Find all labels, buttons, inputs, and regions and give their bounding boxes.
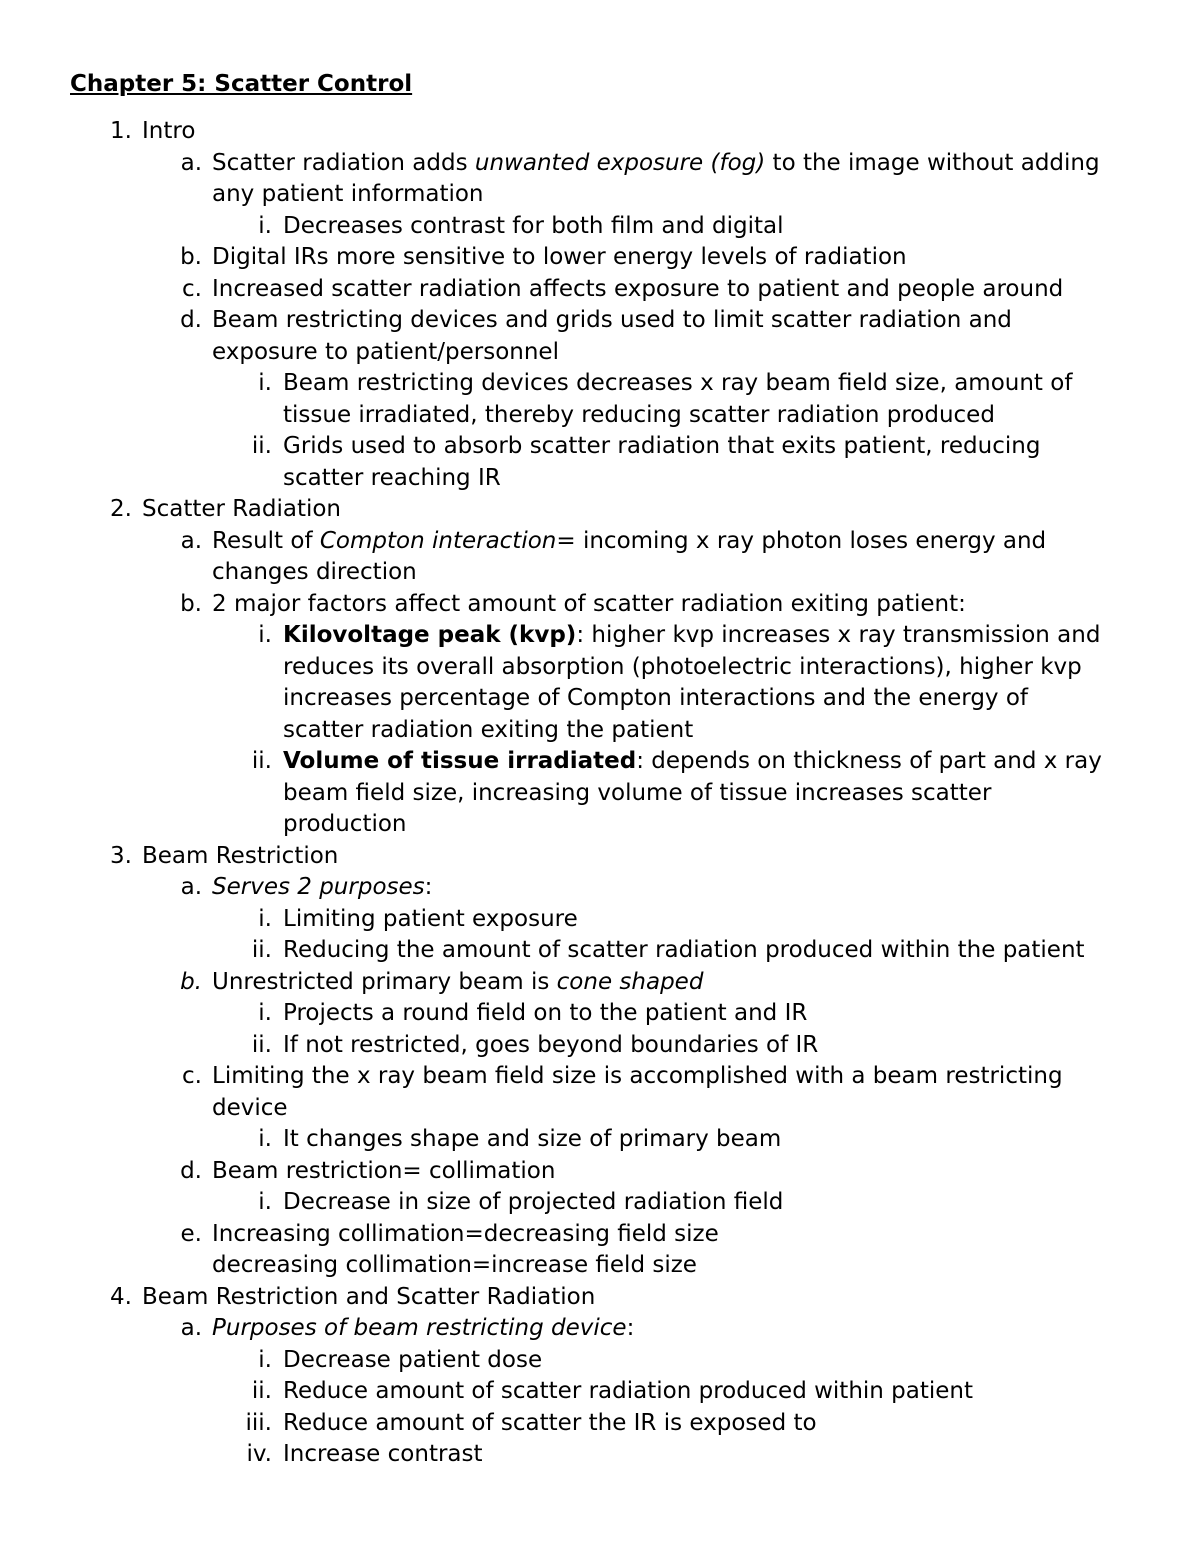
item-text-line: Scatter radiation adds unwanted exposure (fog) to the image without adding bbox=[212, 149, 1100, 176]
subitem-marker: iii. bbox=[245, 1409, 272, 1436]
subitem-text: If not restricted, goes beyond boundaries of IR bbox=[283, 1031, 819, 1058]
item-marker: a. bbox=[180, 874, 202, 900]
section-number: 4. bbox=[110, 1283, 132, 1310]
subitem-text-line: increases percentage of Compton interactions and the energy of bbox=[283, 685, 1029, 711]
item-text-line: changes direction bbox=[212, 559, 417, 585]
list-item bbox=[0, 1156, 1200, 1188]
subitem-text: Reducing the amount of scatter radiation produced within the patient bbox=[283, 937, 1085, 963]
list-subitem bbox=[0, 998, 1200, 1030]
subitem-marker: i. bbox=[258, 1126, 272, 1152]
list-subitem bbox=[0, 368, 1200, 431]
section-heading: Intro bbox=[142, 118, 196, 144]
item-text: Purposes of beam restricting device: bbox=[212, 1315, 635, 1341]
subitem-text-line: scatter reaching IR bbox=[283, 464, 501, 491]
list-subitem bbox=[0, 431, 1200, 494]
item-text: Unrestricted primary beam is cone shaped bbox=[212, 968, 704, 995]
list-item bbox=[0, 274, 1200, 306]
item-marker: a. bbox=[180, 1315, 202, 1341]
item-marker: d. bbox=[180, 307, 202, 333]
italic-phrase: Purposes of beam restricting device bbox=[212, 1315, 627, 1341]
item-marker: a. bbox=[180, 149, 202, 176]
bold-term: Kilovoltage peak (kvp) bbox=[283, 622, 577, 648]
section-scatter-radiation bbox=[0, 494, 1200, 526]
section-number: 3. bbox=[110, 842, 132, 869]
subitem-text-line: scatter radiation exiting the patient bbox=[283, 716, 694, 743]
subitem-text: Increase contrast bbox=[283, 1441, 483, 1467]
subitem-text: Decreases contrast for both film and digital bbox=[283, 212, 784, 239]
subitem-text-line: tissue irradiated, thereby reducing scatter radiation produced bbox=[283, 401, 995, 428]
item-text-line: device bbox=[212, 1094, 288, 1121]
list-subitem bbox=[0, 620, 1200, 746]
item-text-line: decreasing collimation=increase field size bbox=[212, 1252, 697, 1278]
item-text-line: Result of Compton interaction= incoming x ray photon loses energy and bbox=[212, 527, 1047, 554]
page-title: Chapter 5: Scatter Control bbox=[70, 71, 413, 97]
italic-phrase: cone shaped bbox=[556, 968, 704, 995]
subitem-marker: i. bbox=[258, 212, 272, 239]
subitem-text: Decrease in size of projected radiation field bbox=[283, 1189, 784, 1215]
section-heading: Scatter Radiation bbox=[142, 496, 342, 522]
subitem-marker: i. bbox=[258, 1346, 272, 1373]
section-number: 2. bbox=[110, 496, 132, 522]
list-item bbox=[0, 1313, 1200, 1345]
subitem-marker: i. bbox=[258, 370, 272, 396]
list-subitem bbox=[0, 904, 1200, 936]
list-item bbox=[0, 148, 1200, 211]
subitem-marker: ii. bbox=[251, 937, 272, 963]
item-marker: a. bbox=[180, 527, 202, 554]
item-marker: b. bbox=[180, 968, 202, 995]
subitem-marker: i. bbox=[258, 1189, 272, 1215]
subitem-text-line: beam field size, increasing volume of tissue increases scatter bbox=[283, 779, 992, 806]
list-subitem bbox=[0, 1124, 1200, 1156]
subitem-text-line: Beam restricting devices decreases x ray beam field size, amount of bbox=[283, 370, 1073, 396]
section-beam-restriction-scatter bbox=[0, 1282, 1200, 1314]
section-number: 1. bbox=[110, 118, 132, 144]
item-text-line: Increasing collimation=decreasing field size bbox=[212, 1220, 719, 1247]
item-text: Serves 2 purposes: bbox=[212, 874, 433, 900]
subitem-marker: iv. bbox=[246, 1441, 272, 1467]
list-item bbox=[0, 526, 1200, 589]
item-text: Digital IRs more sensitive to lower energy levels of radiation bbox=[212, 244, 907, 270]
subitem-marker: ii. bbox=[251, 1031, 272, 1058]
outline-list bbox=[0, 116, 1200, 1471]
item-marker: c. bbox=[182, 275, 202, 302]
subitem-marker: i. bbox=[258, 905, 272, 932]
list-subitem bbox=[0, 1408, 1200, 1440]
item-text-line: Limiting the x ray beam field size is accomplished with a beam restricting bbox=[212, 1063, 1063, 1089]
section-heading: Beam Restriction and Scatter Radiation bbox=[142, 1283, 596, 1310]
subitem-marker: i. bbox=[258, 622, 272, 648]
list-item bbox=[0, 872, 1200, 904]
subitem-text: Limiting patient exposure bbox=[283, 905, 578, 932]
item-marker: d. bbox=[180, 1157, 202, 1184]
italic-phrase: unwanted exposure (fog) bbox=[474, 149, 766, 176]
item-marker: c. bbox=[182, 1063, 202, 1089]
list-item bbox=[0, 242, 1200, 274]
list-subitem bbox=[0, 1187, 1200, 1219]
subitem-marker: i. bbox=[258, 1000, 272, 1026]
subitem-text-line: Grids used to absorb scatter radiation that exits patient, reducing bbox=[283, 433, 1041, 459]
section-heading: Beam Restriction bbox=[142, 842, 339, 869]
item-text: Beam restriction= collimation bbox=[212, 1157, 556, 1184]
list-subitem bbox=[0, 1439, 1200, 1471]
item-text: 2 major factors affect amount of scatter radiation exiting patient: bbox=[212, 590, 966, 617]
list-subitem bbox=[0, 746, 1200, 841]
list-subitem bbox=[0, 1030, 1200, 1062]
subitem-text: Reduce amount of scatter radiation produced within patient bbox=[283, 1378, 974, 1404]
subitem-text: Projects a round field on to the patient and IR bbox=[283, 1000, 808, 1026]
item-text: Increased scatter radiation affects exposure to patient and people around bbox=[212, 275, 1064, 302]
subitem-text-line: production bbox=[283, 811, 407, 837]
list-item bbox=[0, 589, 1200, 621]
list-item bbox=[0, 1061, 1200, 1124]
section-beam-restriction bbox=[0, 841, 1200, 873]
item-marker: e. bbox=[180, 1220, 202, 1247]
item-text-line: Beam restricting devices and grids used to limit scatter radiation and bbox=[212, 307, 1012, 333]
subitem-text: Decrease patient dose bbox=[283, 1346, 543, 1373]
subitem-marker: ii. bbox=[251, 748, 272, 774]
list-subitem bbox=[0, 1376, 1200, 1408]
list-item bbox=[0, 967, 1200, 999]
list-item bbox=[0, 1219, 1200, 1282]
item-marker: b. bbox=[180, 590, 202, 617]
item-marker: b. bbox=[180, 244, 202, 270]
item-text-line: exposure to patient/personnel bbox=[212, 338, 559, 365]
subitem-text: Reduce amount of scatter the IR is exposed to bbox=[283, 1409, 817, 1436]
list-subitem bbox=[0, 935, 1200, 967]
subitem-text: It changes shape and size of primary beam bbox=[283, 1126, 782, 1152]
subitem-marker: ii. bbox=[251, 1378, 272, 1404]
bold-term: Volume of tissue irradiated bbox=[283, 748, 637, 774]
list-subitem bbox=[0, 211, 1200, 243]
subitem-text-line: Volume of tissue irradiated: depends on thickness of part and x ray bbox=[283, 748, 1102, 774]
list-subitem bbox=[0, 1345, 1200, 1377]
italic-phrase: Compton interaction bbox=[319, 527, 557, 554]
item-text-line: any patient information bbox=[212, 181, 484, 207]
subitem-text-line: reduces its overall absorption (photoelectric interactions), higher kvp bbox=[283, 653, 1082, 680]
subitem-text-line: Kilovoltage peak (kvp): higher kvp increases x ray transmission and bbox=[283, 622, 1101, 648]
list-item bbox=[0, 305, 1200, 368]
subitem-marker: ii. bbox=[251, 433, 272, 459]
italic-phrase: Serves 2 purposes bbox=[212, 874, 425, 900]
section-intro bbox=[0, 116, 1200, 148]
